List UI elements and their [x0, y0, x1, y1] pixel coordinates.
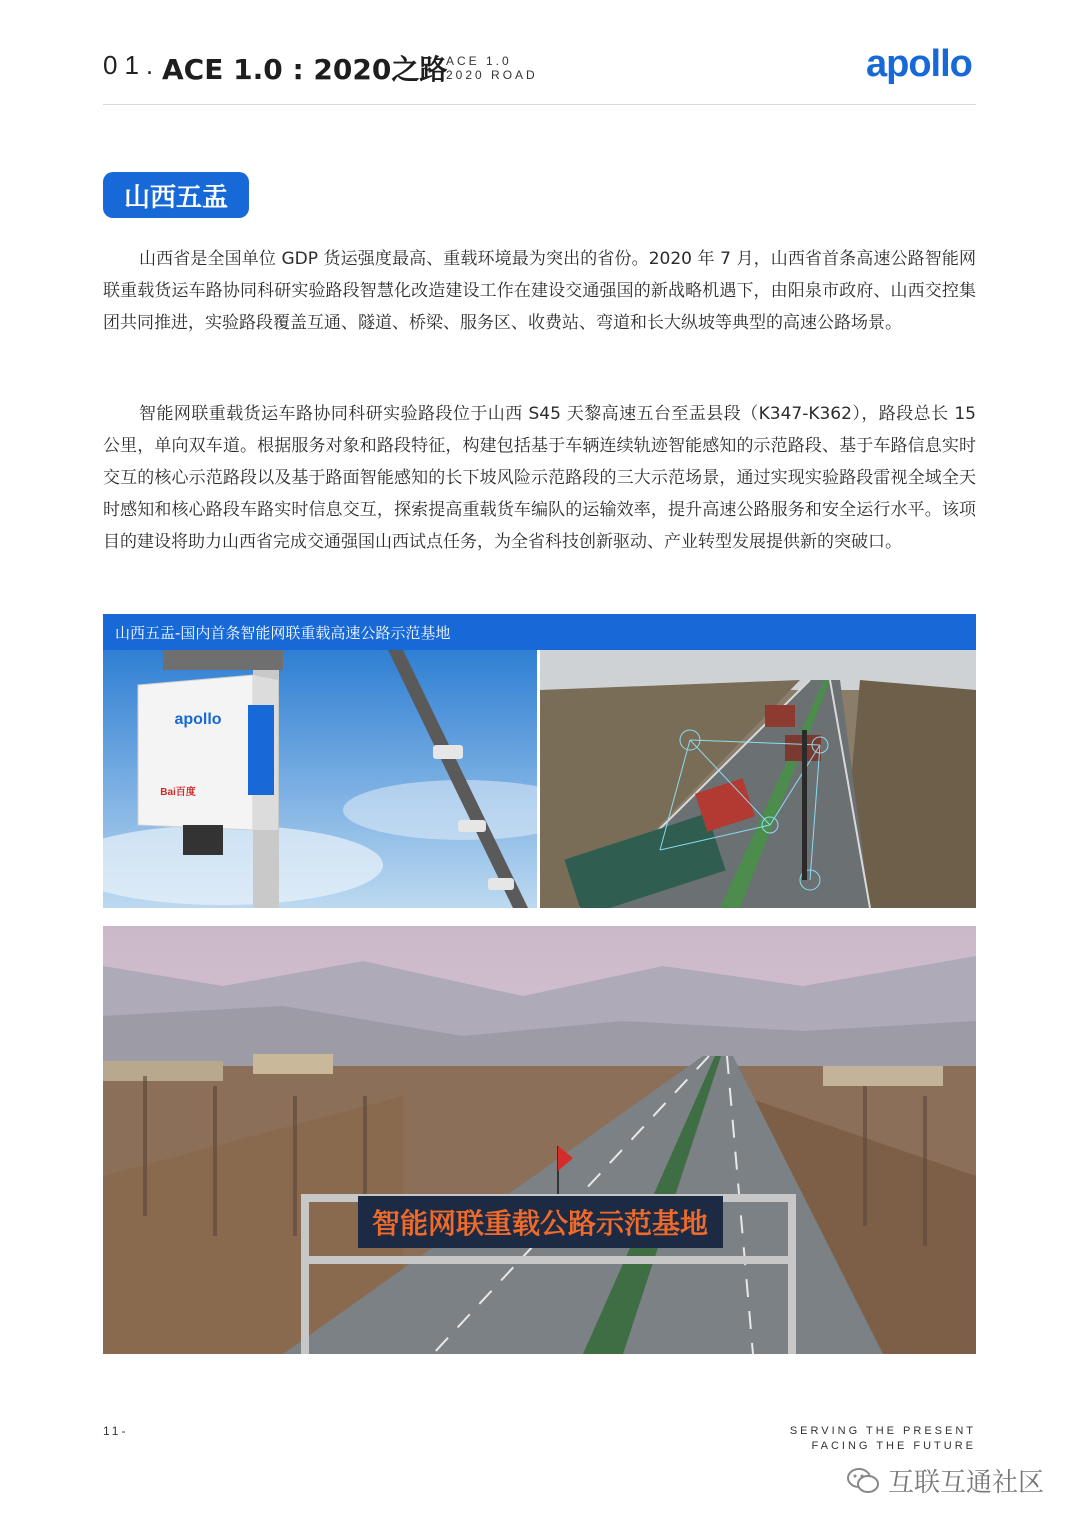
chapter-number: 01. [103, 50, 161, 80]
subtitle-line-2: 2020 ROAD [446, 68, 538, 82]
roadside-unit-logo: apollo [174, 711, 222, 728]
paragraph-2: 智能网联重载货运车路协同科研实验路段位于山西 S45 天黎高速五台至盂县段（K347-K362），路段总长 15 公里，单向双车道。根据服务对象和路段特征，构建包括基于车辆连续轨迹智能感知的示范路段、基于车路信息实时交互的核心示范路段以及基于路面智能感知的长下坡风险示范路段的三大示范场景，通过实现实验路段雷视全域全天时感知和核心路段车路实时信息交互，探索提高重载货车编队的运输效率，提升高速公路服务和安全运行水平。该项目的建设将助力山西省完成交通强国山西试点任务，为全省科技创新驱动、产业转型发展提供新的突破口。 [103, 404, 976, 552]
apollo-logo: apollo [866, 43, 972, 85]
chapter-subtitle [446, 54, 538, 82]
footer-tagline [790, 1424, 976, 1454]
section-badge: 山西五盂 [103, 172, 249, 218]
subtitle-line-1: ACE 1.0 [446, 54, 512, 68]
photo-caption-bar [103, 614, 976, 650]
paragraph-1: 山西省是全国单位 GDP 货运强度最高、重载环境最为突出的省份。2020 年 7 月，山西省首条高速公路智能网联重载货运车路协同科研实验路段智慧化改造建设工作在建设交通强国的新战略机遇下，由阳泉市政府、山西交控集团共同推进，实验路段覆盖互通、隧道、桥梁、服务区、收费站、弯道和长大纵坡等典型的高速公路场景。 [103, 249, 976, 333]
tagline-line-1: SERVING THE PRESENT [789, 1425, 976, 1437]
photo-highway-trucks [540, 650, 976, 908]
page-number: 11- [103, 1424, 129, 1438]
wechat-icon [846, 1466, 880, 1496]
watermark-text: 互联互通社区 [887, 1468, 1044, 1498]
tagline-line-2: FACING THE FUTURE [811, 1440, 976, 1452]
photo-gantry-sign [103, 926, 976, 1354]
photo-caption: 山西五盂-国内首条智能网联重载高速公路示范基地 [115, 623, 451, 642]
gantry-sign-text: 智能网联重载公路示范基地 [371, 1207, 709, 1240]
chapter-title: ACE 1.0 : 2020之路 [162, 53, 448, 86]
watermark [846, 1462, 1044, 1499]
photo-roadside-unit [103, 650, 537, 908]
roadside-unit-brand: Bai百度 [160, 787, 196, 798]
header-divider [103, 104, 976, 105]
